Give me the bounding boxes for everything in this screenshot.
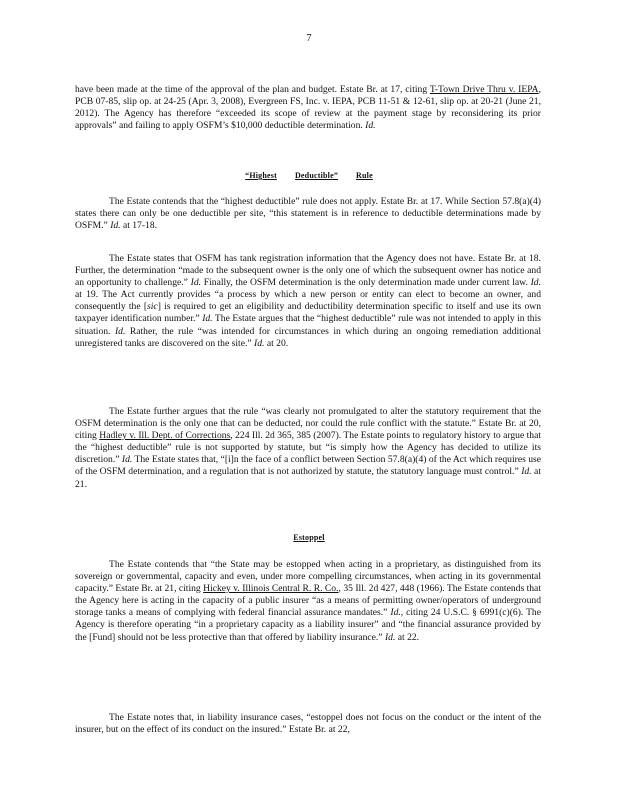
id-citation: Id. xyxy=(110,220,121,232)
text-run: at 22. xyxy=(395,631,420,643)
section-heading-highest-deductible-rule xyxy=(0,170,618,182)
text-run: , 224 Ill. 2d 365, 385 (2007). The Estate points to regulatory history to argue that the “highest deductible” rule is not supported by statute, but “is simply how the Agency has decided to utilize its discretion.” xyxy=(75,430,542,466)
paragraph-highest-deductible xyxy=(75,196,541,232)
text-run: have been made at the time of the approval of the plan and budget. Estate Br. at 17, citing xyxy=(75,84,430,95)
sic-note: sic xyxy=(147,301,158,313)
id-citation: Id. xyxy=(530,277,541,289)
text-run: , PCB 07-85, slip op. at 24-25 (Apr. 3, 2008), Evergreen FS, Inc. v. IEPA, PCB 11-51 & 12-61, slip op. at 20-21 (June 21, 2012). The Agency has therefore “exceeded its scope of review at the payment stage by reconsidering its prior approvals” and failing to apply OSFM’s $10,000 deductible determination. xyxy=(75,84,541,132)
section-heading-estoppel: Estoppel xyxy=(293,533,325,542)
text-run: at 19. The Act currently provides “a process by which a new person or entity can elect to become an owner, and consequently the [ xyxy=(75,289,541,313)
text-run: at 17-18. xyxy=(120,220,158,232)
heading-word: “Highest xyxy=(245,171,277,180)
heading-word: Rule xyxy=(356,171,373,180)
text-run: The Estate notes that, in liability insurance cases, “estoppel does not focus on the conduct or the intent of the insurer, but on the effect of its conduct on the insured.” Estate Br. at 22, xyxy=(75,712,541,736)
id-citation: Id. xyxy=(390,607,401,619)
text-run: The Estate argues that the “highest deductible” rule was not intended to apply in this situation. xyxy=(75,313,541,337)
text-run: The Estate contends that the “highest deductible” rule does not apply. Estate Br. at 17. While Section 57.8(a)(4) states there can only be one deductible per site, “this statement is in reference to deductible determinations made by OSFM.” xyxy=(75,196,541,232)
text-run: at 21. xyxy=(75,466,541,490)
paragraph-continuation xyxy=(75,84,541,132)
text-run: The Estate states that, “[i]n the face of a conflict between Section 57.8(a)(4) of the Act which requires use of the OSFM determination, and a regulation that is not authorized by statute, the statutory language must control.” xyxy=(75,454,542,478)
case-citation: T-Town Drive Thru v. IEPA xyxy=(429,84,539,95)
id-citation: Id. xyxy=(202,313,213,325)
paragraph-liability-insurance xyxy=(75,712,541,736)
page-number: 7 xyxy=(306,33,312,44)
case-citation: Hickey v. Illinois Central R. R. Co. xyxy=(203,583,339,595)
text-run: The Estate further argues that the rule “was clearly not promulgated to alter the statutory requirement that the OSFM determination is the only one that can be deducted, nor could the rule conflict with the statute.” Estate Br. at 20, citing xyxy=(75,406,541,442)
id-citation: Id. xyxy=(384,631,396,643)
text-run: at 20. xyxy=(264,337,289,349)
id-citation: Id. xyxy=(190,277,202,289)
text-run: ] is required to get an eligibility and deductibility determination specific to itself and use its own taxpayer identification number.” xyxy=(75,301,541,325)
heading-word: Deductible” xyxy=(294,171,339,180)
id-citation: Id. xyxy=(254,337,265,349)
id-citation: Id. xyxy=(114,325,126,337)
id-citation: Id. xyxy=(121,454,133,466)
text-run: The Estate states that OSFM has tank registration information that the Agency does not have. Estate Br. at 18. Further, the determination “made to the subsequent owner is the only one of which the subsequent owner has notice and an opportunity to challenge.” xyxy=(75,253,541,289)
paragraph-estoppel xyxy=(75,559,541,644)
id-citation: Id. xyxy=(521,466,532,478)
text-run: Finally, the OSFM determination is the only determination made under current law. xyxy=(201,277,531,289)
case-citation: Hadley v. Ill. Dept. of Corrections xyxy=(99,430,231,442)
text-run: The Estate contends that “the State may be estopped when acting in a proprietary, as distinguished from its sovereign or governmental, capacity and even, under more compelling circumstances, when acting in its governmental capacity.” Estate Br. at 21, citing xyxy=(75,559,541,595)
paragraph-osfm-determination xyxy=(75,253,541,350)
text-run: Rather, the rule “was intended for circumstances in which during an ongoing remediation additional unregistered tanks are discovered on the site.” xyxy=(75,325,541,349)
id-citation: Id. xyxy=(365,120,376,132)
text-run: , 35 Ill. 2d 427, 448 (1966). The Estate contends that the Agency here is acting in the capacity of a public insurer “as a means of permitting owner/operators of underground storage tanks a means of complying with federal financial assurance mandates.” xyxy=(75,583,541,619)
paragraph-statutory-requirement xyxy=(75,406,541,491)
text-run: , citing 24 U.S.C. § 6991(c)(6). The Agency is therefore operating “in a proprietary capacity as a liability insurer” and “the financial assurance provided by the [Fund] should not be less protective than that offered by liability insurance.” xyxy=(75,607,541,643)
